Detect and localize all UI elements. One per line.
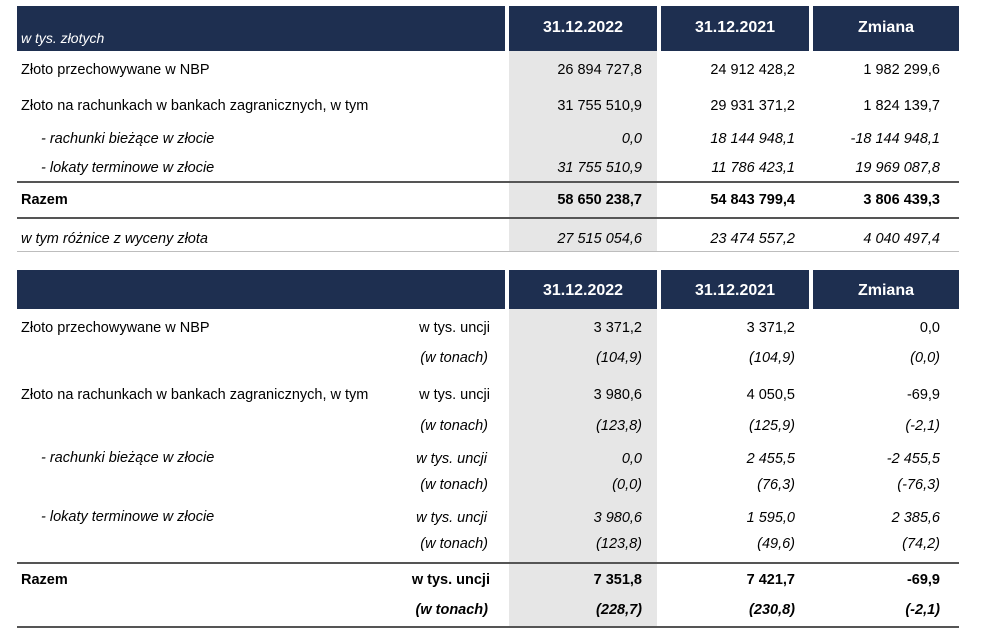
table1-row1-label: Złoto przechowywane w NBP [21,62,210,78]
table1-total-label: Razem [21,192,68,208]
table2-total-a2: 7 421,7 [746,572,795,588]
table1-total-v2: 54 843 799,4 [710,192,795,208]
table1-row3-label: - rachunki bieżące w złocie [41,131,215,147]
table1-total-v1: 58 650 238,7 [557,192,642,208]
table2-col2-title: 31.12.2021 [694,282,776,299]
table2-row3-a3: -2 455,5 [886,451,940,467]
table2-row3-a2: 2 455,5 [746,451,795,467]
table2-total-a3: -69,9 [906,572,940,588]
table1-row1-v3: 1 982 299,6 [863,62,940,78]
table1-row6-v3: 4 040 497,4 [863,231,940,247]
table2-row3-a1: 0,0 [621,451,642,467]
table2-row4-label: - lokaty terminowe w złocie [41,509,215,525]
table2-header-col2 [661,270,809,309]
table2-header-col1 [509,270,657,309]
table2-row1-a3: 0,0 [919,320,940,336]
table1-header-col1 [509,6,657,51]
table2-row1-label: Złoto przechowywane w NBP [21,320,210,336]
table2-row2-label: Złoto na rachunkach w bankach zagranicznych, w tym [21,387,369,403]
table2-row4-a1: 3 980,6 [593,510,642,526]
table2-total-b1: (228,7) [596,602,642,618]
table1-row3-v2: 18 144 948,1 [710,131,795,147]
table2-row2-b2: (125,9) [749,418,795,434]
table2-divider-top-total [17,562,959,564]
table2-total-unit-tons: (w tonach) [415,602,488,618]
table1-row1-v2: 24 912 428,2 [710,62,795,78]
table1-col2-title: 31.12.2021 [694,19,776,36]
table1-divider-top-total [17,181,959,183]
table2-row2-b1: (123,8) [596,418,642,434]
table2-col3-title: Zmiana [857,282,914,299]
table2-row3-label: - rachunki bieżące w złocie [41,450,215,466]
table1-row4-v1: 31 755 510,9 [557,160,642,176]
table1-header-col2 [661,6,809,51]
table2-total-b3: (-2,1) [905,602,940,618]
table2-header-col3 [813,270,959,309]
table1-row2-v2: 29 931 371,2 [710,98,795,114]
table1-row6-label: w tym różnice z wyceny złota [21,231,208,247]
table1-col3-title: Zmiana [857,19,914,36]
table1-total-v3: 3 806 439,3 [863,192,940,208]
table2-row1-b3: (0,0) [910,350,940,366]
table1-row2-v1: 31 755 510,9 [557,98,642,114]
table2-total-label: Razem [21,572,68,588]
table2-col1-title: 31.12.2022 [542,282,624,299]
table2-row1-b2: (104,9) [749,350,795,366]
table2-row3-b2: (76,3) [757,477,795,493]
table1-row2-label: Złoto na rachunkach w bankach zagranicznych, w tym [21,98,369,114]
table2-row2-a3: -69,9 [906,387,940,403]
table2-row1-a1: 3 371,2 [593,320,642,336]
table2-total-a1: 7 351,8 [593,572,642,588]
table1-row6-v2: 23 474 557,2 [710,231,795,247]
table2-row2-unit-ounces: w tys. uncji [419,387,490,403]
table2-row1-a2: 3 371,2 [746,320,795,336]
table2-row4-a2: 1 595,0 [746,510,795,526]
table2-row4-unit-tons: (w tonach) [420,536,488,552]
table2-row4-b3: (74,2) [902,536,940,552]
table1-bottom-line [17,251,959,252]
table2-row2-b3: (-2,1) [905,418,940,434]
table1-divider-bottom-total [17,217,959,219]
table2-row1-unit-ounces: w tys. uncji [419,320,490,336]
table1-row2-v3: 1 824 139,7 [863,98,940,114]
table1-shaded-column [509,51,657,251]
table2-row3-b3: (-76,3) [897,477,940,493]
table2-row1-unit-tons: (w tonach) [420,350,488,366]
table2-row3-unit-ounces: w tys. uncji [416,451,487,467]
table1-row6-v1: 27 515 054,6 [557,231,642,247]
table1-row4-v2: 11 786 423,1 [711,160,795,176]
table1-row3-v1: 0,0 [621,131,642,147]
table1-header-col3 [813,6,959,51]
table1-row3-v3: -18 144 948,1 [850,131,940,147]
table1-col1-title: 31.12.2022 [542,19,624,36]
table2-row2-a1: 3 980,6 [593,387,642,403]
table2-row3-b1: (0,0) [612,477,642,493]
table2-row4-b2: (49,6) [757,536,795,552]
table1-row4-v3: 19 969 087,8 [855,160,940,176]
table1-unit-label: w tys. złotych [21,30,105,46]
table2-row4-a3: 2 385,6 [891,510,940,526]
table2-row1-b1: (104,9) [596,350,642,366]
table2-row2-unit-tons: (w tonach) [420,418,488,434]
table2-header-label-cell [17,270,505,309]
table2-row2-a2: 4 050,5 [746,387,795,403]
table2-row4-b1: (123,8) [596,536,642,552]
table2-row3-unit-tons: (w tonach) [420,477,488,493]
table2-bottom-line [17,626,959,628]
table2-total-b2: (230,8) [749,602,795,618]
table2-row4-unit-ounces: w tys. uncji [416,510,487,526]
table1-row4-label: - lokaty terminowe w złocie [41,160,215,176]
table1-row1-v1: 26 894 727,8 [557,62,642,78]
table1-header-label-cell [17,6,505,51]
table2-total-unit-ounces: w tys. uncji [411,572,490,588]
